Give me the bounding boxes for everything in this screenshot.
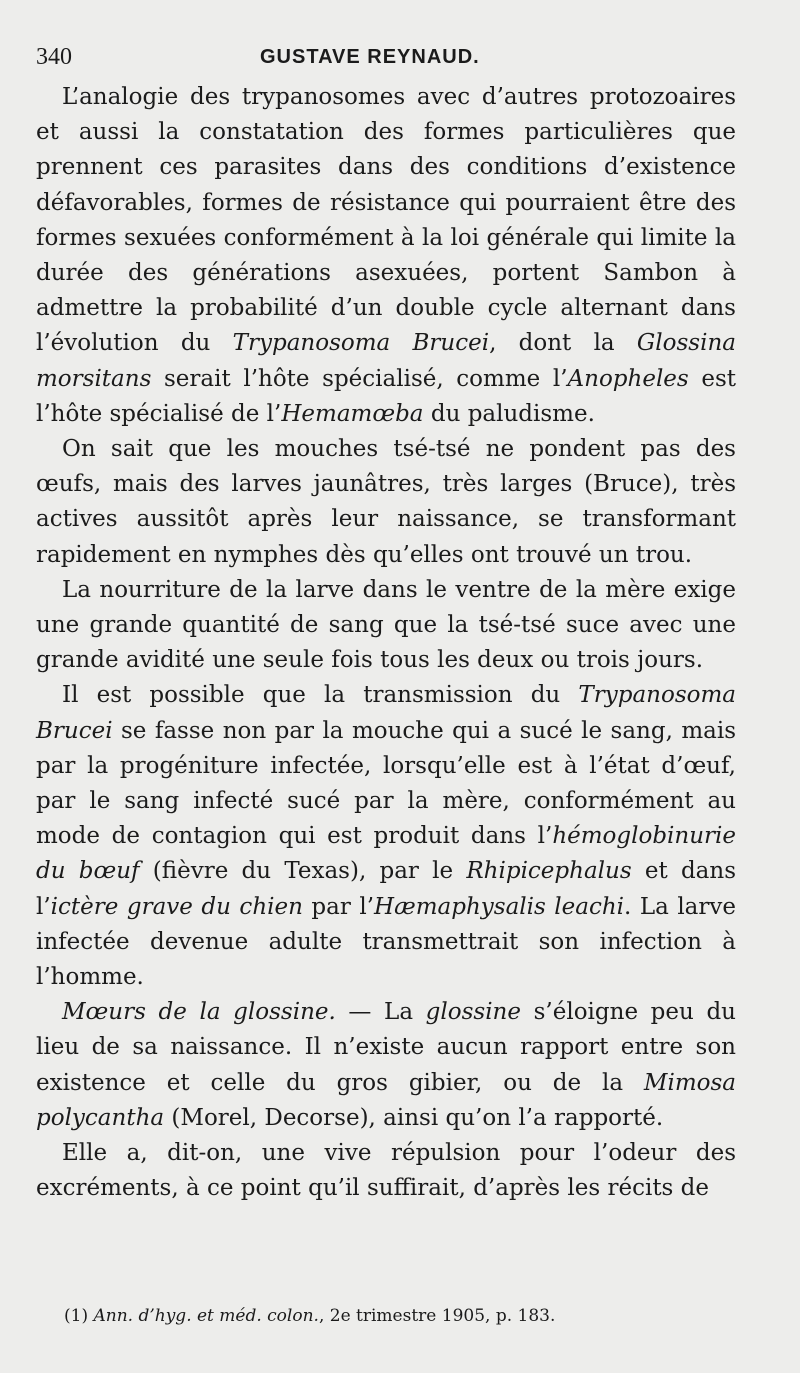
italic-segment: Anopheles <box>567 365 689 392</box>
footnote-text: (1) <box>64 1306 94 1326</box>
italic-segment: Hæmaphysalis leachi <box>374 893 625 920</box>
paragraph-p2 <box>36 432 736 573</box>
text-segment: . La larve infectée devenue adulte transmettrait son infection à l’homme. <box>36 893 736 991</box>
page-header <box>36 40 736 74</box>
text-segment: — La <box>335 999 426 1026</box>
text-segment: L’analogie des trypanosomes avec d’autres protozoaires et aussi la constatation des formes particulières que prennent ces parasites dans des conditions d’existence défavorables, formes de résistance qui pourraient être des formes sexuées conformément à la loi générale qui limite la durée des générations asexuées, portent Sambon à admettre la probabilité d’un double cycle alternant dans l’évolution du <box>36 84 736 357</box>
italic-segment: Trypanosoma Brucei <box>232 330 490 357</box>
page-number: 340 <box>36 44 72 70</box>
italic-segment: Trypanosoma Brucei <box>36 682 736 744</box>
text-segment: Il est possible que la transmission du <box>62 682 579 709</box>
paragraph-p5 <box>36 995 736 1136</box>
text-segment: et dans l’ <box>36 858 737 920</box>
text-segment: Elle a, dit-on, une vive répulsion pour l’odeur des excréments, à ce point qu’il suffirait, d’après les récits de <box>36 1140 736 1202</box>
text-segment: par l’ <box>302 893 375 920</box>
italic-segment: Glossina morsitans <box>36 330 736 392</box>
paragraph-p6 <box>36 1136 736 1206</box>
text-segment: est l’hôte spécialisé de l’ <box>36 365 737 427</box>
text-segment: On sait que les mouches tsé-tsé ne pondent pas des œufs, mais des larves jaunâtres, très larges (Bruce), très actives aussitôt après leur naissance, se transformant rapidement en nymphes dès qu’elles ont trouvé un trou. <box>36 436 736 568</box>
text-segment: La nourriture de la larve dans le ventre de la mère exige une grande quantité de sang que la tsé-tsé suce avec une grande avidité une seule fois tous les deux ou trois jours. <box>36 576 736 674</box>
text-segment: serait l’hôte spécialisé, comme l’ <box>151 365 568 392</box>
footnote-italic: Ann. d’hyg. et méd. colon. <box>93 1306 319 1326</box>
text-segment: , dont la <box>489 330 637 357</box>
footnote <box>64 1303 714 1329</box>
italic-segment: Hemamœba <box>281 400 424 427</box>
running-title: GUSTAVE REYNAUD. <box>260 46 480 68</box>
italic-segment: Rhipicephalus <box>466 858 632 885</box>
paragraph-p3 <box>36 573 736 679</box>
text-segment: (Morel, Decorse), ainsi qu’on l’a rapporté. <box>164 1104 664 1131</box>
italic-segment: Mimosa polycantha <box>36 1069 736 1131</box>
paragraph-p4 <box>36 678 736 995</box>
footnote-text: , 2e trimestre 1905, p. 183. <box>318 1306 556 1326</box>
text-segment: se fasse non par la mouche qui a sucé le sang, mais par la progéniture infectée, lorsqu’elle est à l’état d’œuf, par le sang infecté sucé par la mère, conformément au mode de contagion qui est produit dans l’ <box>36 717 736 850</box>
italic-segment: glossine <box>425 999 521 1026</box>
italic-segment: Mœurs de la glossine. <box>62 999 336 1026</box>
paragraph-p1 <box>36 80 736 432</box>
text-segment: (fièvre du Texas), par le <box>139 858 467 885</box>
text-segment: du paludisme. <box>423 400 595 427</box>
text-segment: s’éloigne peu du lieu de sa naissance. Il n’existe aucun rapport entre son existence et celle du gros gibier, ou de la <box>36 999 736 1096</box>
italic-segment: ictère grave du chien <box>50 893 303 920</box>
body-text <box>36 80 736 1207</box>
italic-segment: hémoglobinurie du bœuf <box>36 823 736 885</box>
